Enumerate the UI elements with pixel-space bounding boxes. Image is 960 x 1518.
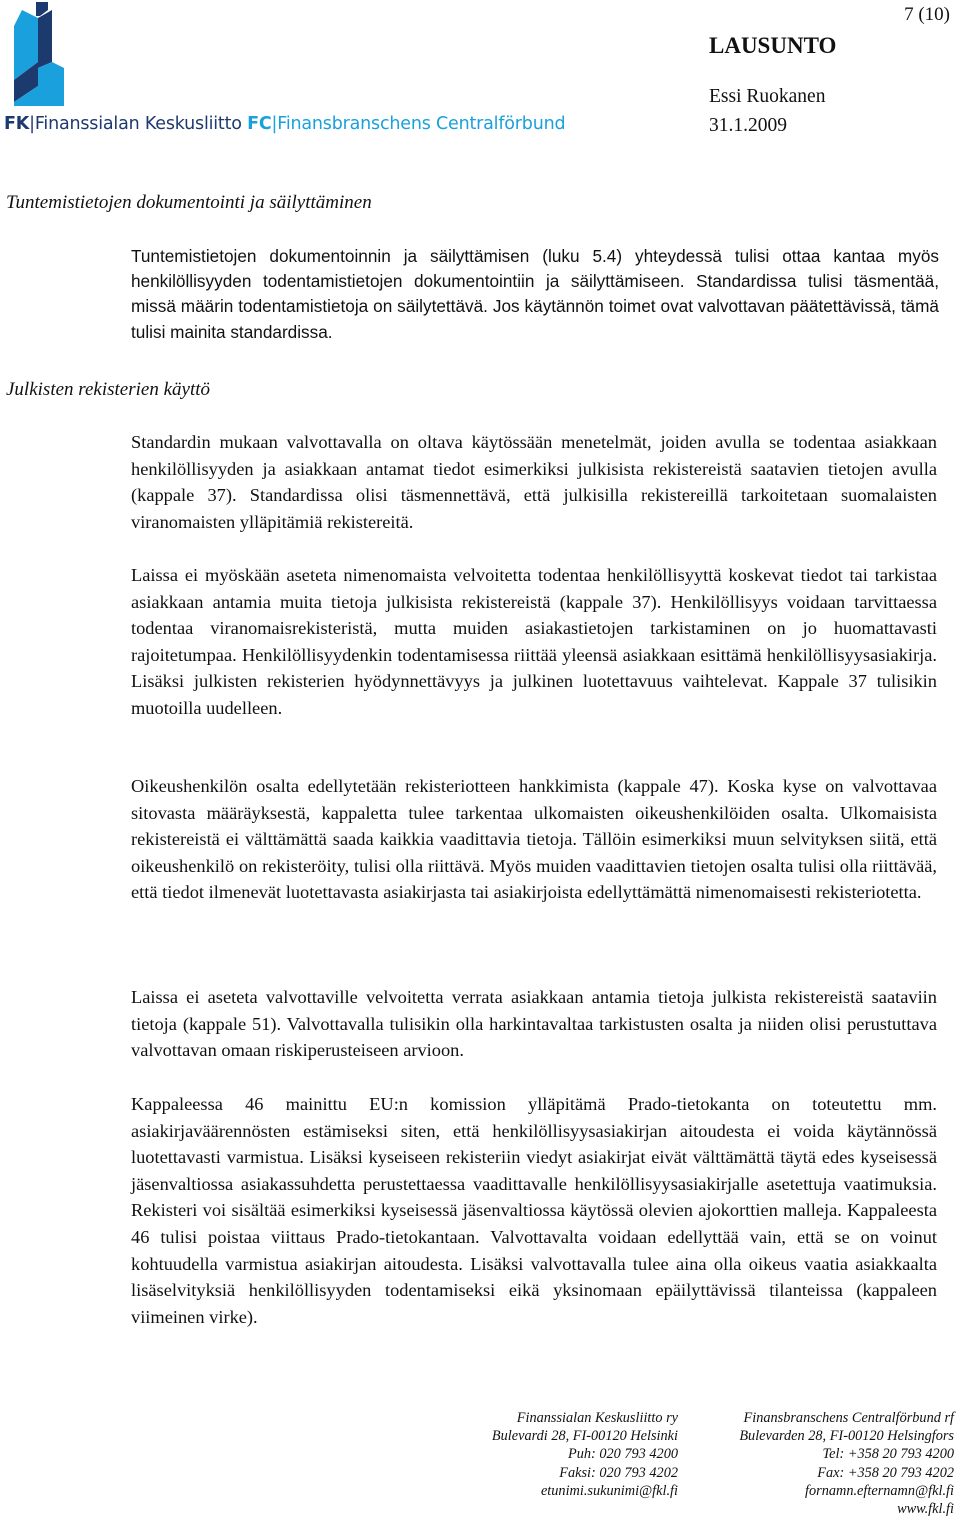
paragraph: Kappaleessa 46 mainittu EU:n komission ylläpitämä Prado-tietokanta on toteutettu mm. asiakirjaväärennösten estämiseksi siten, että henkilöllisyysasiakirjan aitoudesta ei voida käytännössä luotettavasti varmistua. Lisäksi kyseiseen rekisteriin viedyt asiakirjat eivät välttämättä täytä edes kyseisessä jäsenvaltiossa asiakassuhdetta perustettaessa vaadittavalle henkilöllisyysasiakirjalle asetettuja vaatimuksia. Rekisteri voi sisältää esimerkiksi kyseisessä jäsenvaltiossa käytössä olevien ajokorttien malleja. Kappaleesta 46 tulisi poistaa viittaus Prado-tietokantaan. Valvottavalta voidaan edellyttää vain, että se on voinut kohtuudella varmistua asiakirjan aitoudesta. Lisäksi valvottavalla tulee aina olla oikeus vaatia asiakkaalta lisäselvityksiä henkilöllisyyden todentamiseksi eikä yksinomaan epäilyttävissä tilanteissa (kappaleen viimeinen virke). — [131, 1094, 937, 1327]
footer-email-link[interactable]: etunimi.sukunimi@fkl.fi — [540, 1482, 678, 1499]
document-type: LAUSUNTO — [709, 33, 837, 58]
paragraph: Standardin mukaan valvottavalla on oltava käytössään menetelmät, joiden avulla se todentaa asiakkaan henkilöllisyyden ja asiakkaan antamat tiedot esimerkiksi julkisista rekistereistä saatavien tietojen avulla (kappale 37). Standardissa olisi täsmennettävä, että julkisilla rekistereillä tarkoitetaan suomalaisten viranomaisten ylläpitämiä rekistereitä. — [131, 432, 937, 532]
footer-line: Finanssialan Keskusliitto ry — [516, 1410, 678, 1426]
org-fc-name: Finansbranschens Centralförbund — [277, 114, 566, 134]
footer-line: Fax: +358 20 793 4202 — [817, 1464, 954, 1481]
org-fc-code: FC — [247, 114, 272, 134]
fk-logo-icon — [4, 2, 84, 106]
org-fk-code: FK — [4, 114, 30, 134]
footer-line: Bulevardi 28, FI-00120 Helsinki — [491, 1428, 678, 1445]
footer-line: Finansbranschens Centralförbund rf — [743, 1410, 954, 1426]
paragraph: Tuntemistietojen dokumentoinnin ja säilyttämisen (luku 5.4) yhteydessä tulisi ottaa kantaa myös henkilöllisyyden todentamistietojen dokumentointiin ja säilyttämiseen. Standardissa tulisi täsmentää, missä määrin todentamistietoja on säilytettävä. Jos käytännön toimet ovat valvottavan päätettävissä, tämä tulisi mainita standardissa. — [131, 246, 939, 342]
footer-line: Puh: 020 793 4200 — [568, 1446, 678, 1463]
section-heading: Tuntemistietojen dokumentointi ja säilyttäminen — [6, 192, 372, 213]
section-heading: Julkisten rekisterien käyttö — [6, 379, 210, 400]
document-date: 31.1.2009 — [709, 115, 787, 136]
org-fk-name: Finanssialan Keskusliitto — [34, 114, 242, 134]
footer-line: Tel: +358 20 793 4200 — [822, 1446, 954, 1463]
page-number: 7 (10) — [904, 4, 950, 25]
author-name: Essi Ruokanen — [709, 86, 826, 107]
footer-email-link[interactable]: fornamn.efternamn@fkl.fi — [805, 1482, 954, 1499]
org-separator-2: | — [271, 114, 278, 134]
footer-line: Bulevarden 28, FI-00120 Helsingfors — [739, 1428, 954, 1445]
paragraph: Oikeushenkilön osalta edellytetään rekisteriotteen hankkimista (kappale 47). Koska kyse on valvottavaa sitovasta määräyksestä, kappaletta tulee tarkentaa ulkomaisten oikeushenkilöiden osalta. Ulkomaisista rekistereistä ei välttämättä saada kaikkia vaadittavia tietoja. Tällöin esimerkiksi muun selvityksen siitä, että oikeushenkilö on rekisteröity, tulisi olla riittävä. Myös muiden vaadittavien tietojen osalta tulisi olla riittävää, että tiedot ilmenevät luotettavasta asiakirjasta tai asiakirjoista edellyttämättä nimenomaisesti rekisteriotetta. — [131, 776, 937, 903]
org-separator-1: | — [29, 114, 35, 134]
footer-website-link[interactable]: www.fkl.fi — [897, 1501, 954, 1518]
footer-line: Faksi: 020 793 4202 — [559, 1464, 678, 1481]
footer-fc-contact — [739, 1409, 954, 1518]
organization-names — [4, 114, 565, 134]
footer-fk-contact — [492, 1409, 678, 1500]
paragraph: Laissa ei myöskään aseteta nimenomaista velvoitetta todentaa henkilöllisyyttä koskevat tiedot tai tarkistaa asiakkaan antamia muita tietoja julkisista rekistereistä (kappale 37). Henkilöllisyys voidaan tarvittaessa todentaa viranomaisrekisteristä, mutta muiden asiakastietojen tarkistaminen on jo huomattavasti rajoitetumpaa. Henkilöllisyydenkin todentamisessa riittää yleensä asiakkaan esittämä henkilöllisyysasiakirja. Lisäksi julkisten rekisterien hyödynnettävyys ja julkinen luotettavuus vaihtelevat. Kappale 37 tulisikin muotoilla uudelleen. — [131, 565, 937, 718]
paragraph: Laissa ei aseteta valvottaville velvoitetta verrata asiakkaan antamia tietoja julkista rekistereistä saataviin tietoja (kappale 51). Valvottavalla tulisikin olla harkintavaltaa tarkistusten osalta ja niiden olisi perustuttava valvottavan omaan riskiperusteiseen arvioon. — [131, 987, 937, 1061]
